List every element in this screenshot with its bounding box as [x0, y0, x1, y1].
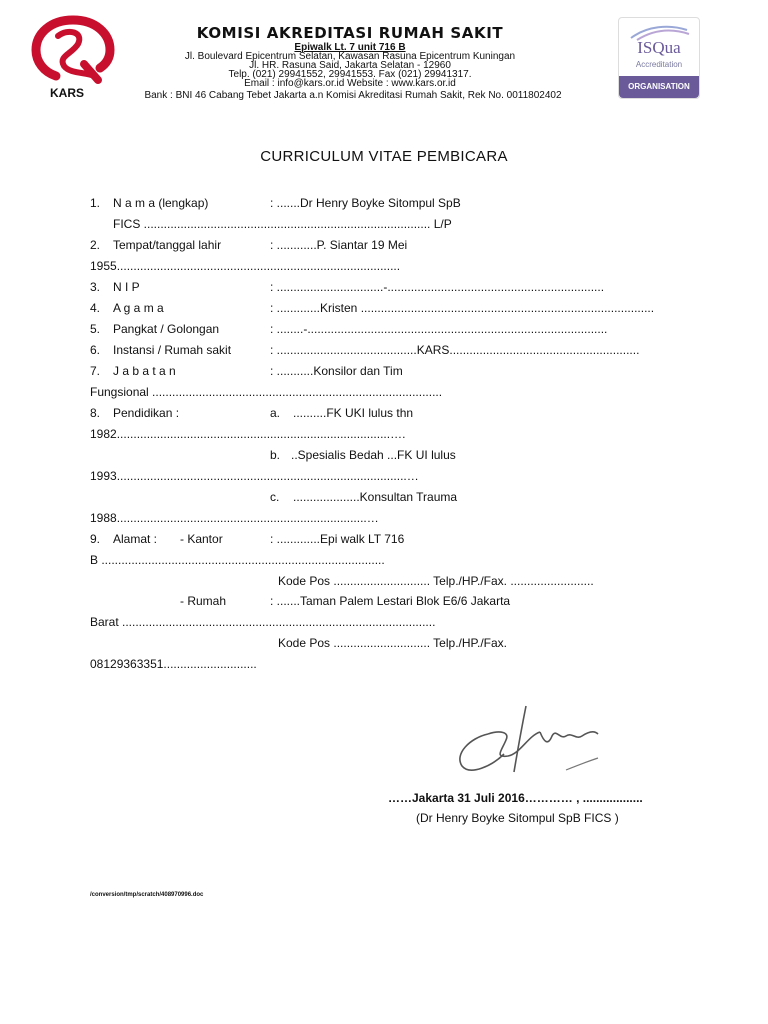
item-number: 8.	[90, 406, 101, 420]
nip-value: : ................................-.................................................................	[270, 280, 605, 294]
item-number: 6.	[90, 343, 101, 357]
document-title: CURRICULUM VITAE PEMBICARA	[260, 148, 508, 165]
rank-value: : ........-..........................................................................................	[270, 322, 608, 336]
position-value: : ...........Konsilor dan Tim	[270, 364, 403, 378]
address-line-3: Jl. HR. Rasuna Said, Jakarta Selatan - 12960	[249, 60, 451, 71]
education-c-continued: 1988...........................................................................…	[90, 511, 379, 525]
nip-label: N I P	[113, 280, 140, 294]
item-number: 7.	[90, 364, 101, 378]
phone-number-value: 08129363351............................	[90, 657, 257, 671]
birth-label: Tempat/tanggal lahir	[113, 238, 222, 252]
education-c-letter: c.	[270, 490, 280, 504]
office-address-value: : .............Epi walk LT 716	[270, 532, 405, 546]
footer-file-path: /conversion/tmp/scratch/408970996.doc	[90, 892, 204, 898]
office-label: - Kantor	[180, 532, 223, 546]
home-address-value: : .......Taman Palem Lestari Blok E6/6 Jakarta	[270, 594, 511, 608]
religion-value: : .............Kristen ........................................................................................	[270, 301, 655, 315]
education-a-continued: 1982..................................................................................….	[90, 427, 406, 441]
rank-label: Pangkat / Golongan	[113, 322, 220, 336]
home-label: - Rumah	[180, 594, 227, 608]
education-a-letter: a.	[270, 406, 281, 420]
position-label: J a b a t a n	[113, 364, 176, 378]
item-number: 2.	[90, 238, 101, 252]
name-label: N a m a (lengkap)	[113, 196, 209, 210]
item-number: 9.	[90, 532, 101, 546]
education-b-letter: b.	[270, 448, 281, 462]
address-line-1: Epiwalk Lt. 7 unit 716 B	[294, 42, 406, 53]
item-number: 1.	[90, 196, 101, 210]
institution-label: Instansi / Rumah sakit	[113, 343, 232, 357]
education-a-value: ..........FK UKI lulus thn	[293, 406, 414, 420]
bank-line: Bank : BNI 46 Cabang Tebet Jakarta a.n Komisi Akreditasi Rumah Sakit, Rek No. 0011802402	[144, 90, 562, 101]
handwritten-signature	[448, 696, 608, 786]
isqua-logo-subtext: Accreditation	[635, 60, 683, 69]
institution-value: : ..........................................KARS.........................................................	[270, 343, 640, 357]
kars-logo-mark-icon	[28, 14, 118, 84]
position-value-continued: Fungsional .......................................................................................	[90, 385, 443, 399]
item-number: 4.	[90, 301, 101, 315]
home-address-continued: Barat ..............................................................................................	[90, 615, 436, 629]
isqua-logo	[618, 17, 700, 99]
address-line-2: Jl. Boulevard Epicentrum Selatan, Kawasan Rasuna Epicentrum Kuningan	[184, 51, 516, 62]
address-label: Alamat :	[113, 532, 158, 546]
home-postal-phone: Kode Pos ............................. Telp./HP./Fax.	[278, 636, 507, 650]
name-value-continued: FICS ...................................................................................... L/P	[113, 217, 452, 231]
birth-value-continued: 1955.....................................................................................	[90, 259, 401, 273]
name-value: : .......Dr Henry Boyke Sitompul SpB	[270, 196, 461, 210]
phone-line: Telp. (021) 29941552, 29941553. Fax (021) 29941317.	[228, 69, 472, 80]
isqua-org-text: ORGANISATION	[628, 82, 690, 91]
education-b-continued: 1993.......................................................................................…	[90, 469, 419, 483]
education-b-value: ..Spesialis Bedah ...FK UI lulus	[291, 448, 456, 462]
education-label: Pendidikan :	[113, 406, 180, 420]
contact-line: Email : info@kars.or.id Website : www.kars.or.id	[244, 78, 456, 89]
item-number: 5.	[90, 322, 101, 336]
birth-value: : ............P. Siantar 19 Mei	[270, 238, 408, 252]
office-postal-phone: Kode Pos ............................. Telp./HP./Fax. .........................	[278, 574, 594, 588]
office-address-continued: B .....................................................................................	[90, 553, 385, 567]
kars-logo-text: KARS	[50, 86, 85, 100]
religion-label: A g a m a	[113, 301, 164, 315]
item-number: 3.	[90, 280, 101, 294]
isqua-logo-text: ISQua	[637, 38, 681, 57]
signature-place-date: ……Jakarta 31 Juli 2016………… , ..................	[388, 791, 643, 805]
signature-name: (Dr Henry Boyke Sitompul SpB FICS )	[416, 811, 619, 825]
org-name: KOMISI AKREDITASI RUMAH SAKIT	[196, 24, 504, 42]
education-c-value: ....................Konsultan Trauma	[293, 490, 458, 504]
kars-logo	[28, 14, 118, 102]
